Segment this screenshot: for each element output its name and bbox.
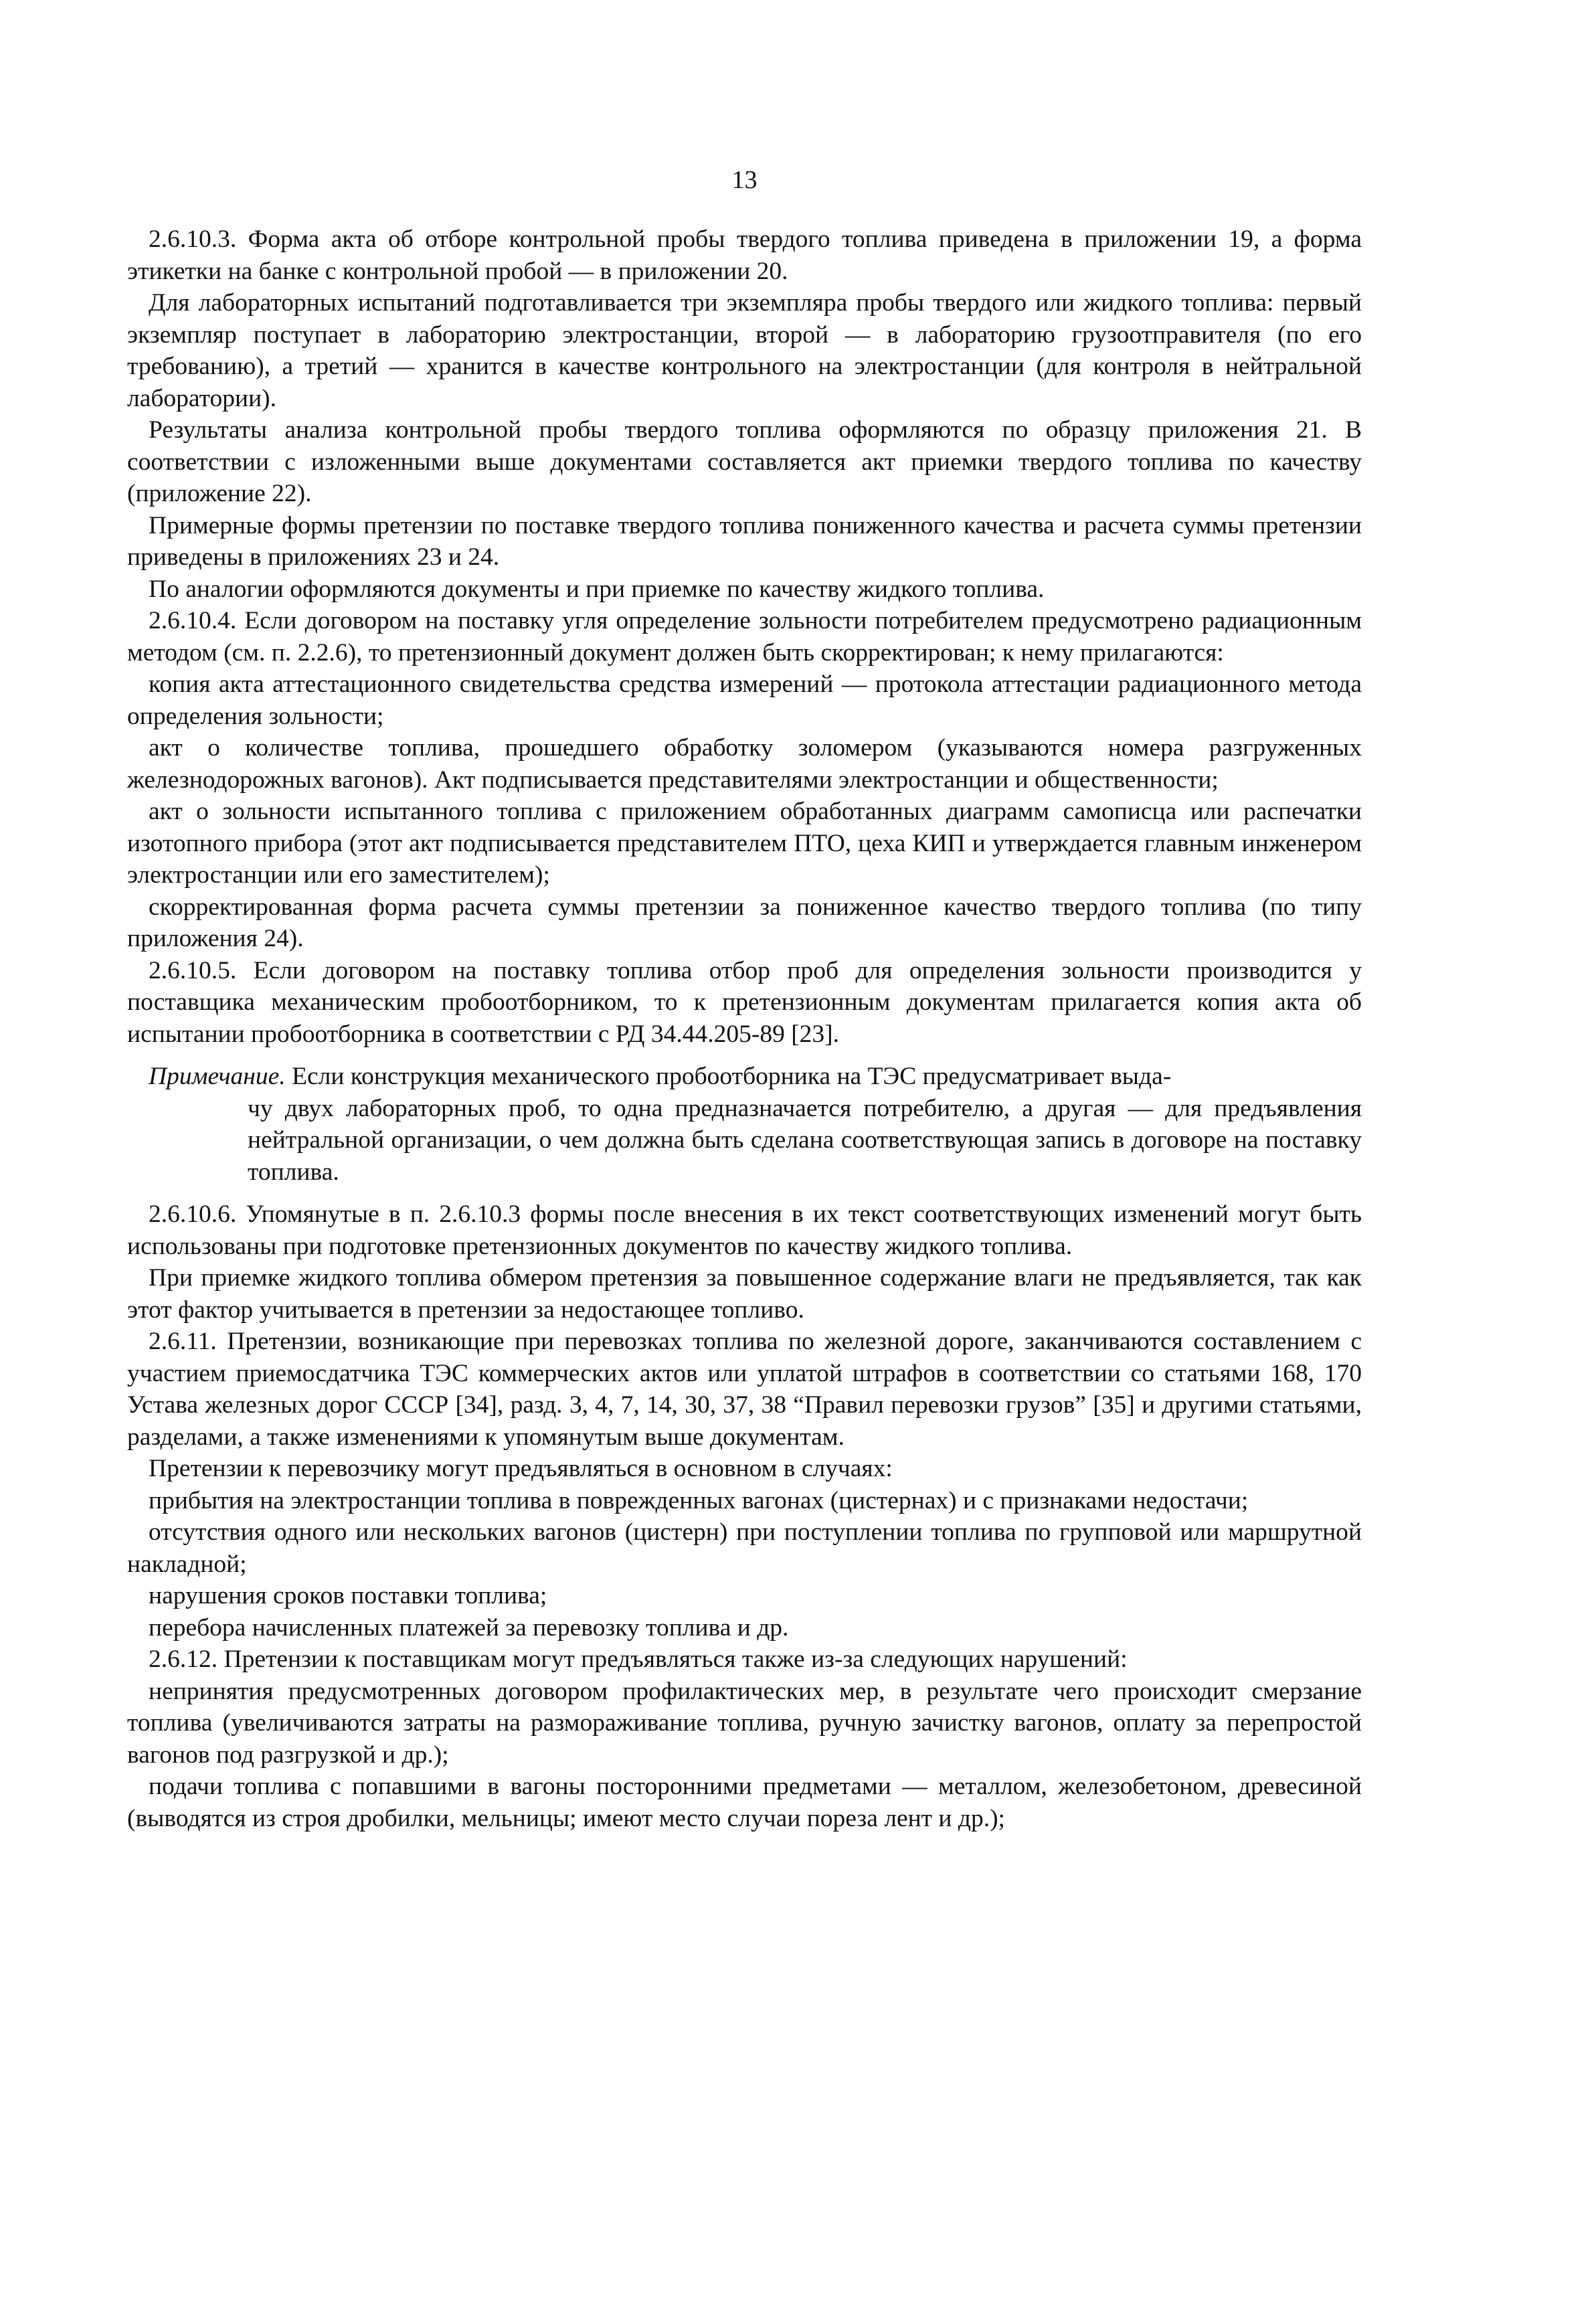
paragraph-2-6-10-3: 2.6.10.3. Форма акта об отборе контрольной пробы твердого топлива приведена в приложении 19, а форма этикетки на банке с контрольной пробой — в приложении 20. bbox=[127, 226, 1362, 285]
paragraph-liquid-fuel: По аналогии оформляются документы и при приемке по качеству жидкого топлива. bbox=[149, 575, 1045, 603]
paragraph-carrier-claims: Претензии к перевозчику могут предъявляться в основном в случаях: bbox=[149, 1455, 893, 1482]
list-item-overcharge: перебора начисленных платежей за перевозку топлива и др. bbox=[149, 1613, 789, 1642]
paragraph-moisture-claim: При приемке жидкого топлива обмером претензия за повышенное содержание влаги не предъявляется, так как этот фактор учитывается в претензии за недостающее топливо. bbox=[127, 1264, 1362, 1324]
note-first-line: Если конструкция механического пробоотборника на ТЭС предусматривает выда- bbox=[292, 1063, 1172, 1090]
paragraph-2-6-10-5: 2.6.10.5. Если договором на поставку топлива отбор проб для определения зольности производится у поставщика механическим пробоотборником, то к претензионным документам прилагается копия акта об испытании пробоотборника в соответствии с РД 34.44.205-89 [23]. bbox=[127, 956, 1362, 1048]
list-item-ash-act: акт о зольности испытанного топлива с приложением обработанных диаграмм самописца или распечатки изотопного прибора (этот акт подписывается представителем ПТО, цеха КИП и утверждается главным инженером электростанции или его заместителем); bbox=[127, 798, 1362, 889]
note-body: чу двух лабораторных проб, то одна предназначается потребителю, а другая — для предъявления нейтральной организации, о чем должна быть сделана соответствующая запись в договоре на поставку топлива. bbox=[248, 1094, 1362, 1186]
paragraph-2-6-10-6: 2.6.10.6. Упомянутые в п. 2.6.10.3 формы после внесения в их текст соответствующих изменений могут быть использованы при подготовке претензионных документов по качеству жидкого топлива. bbox=[127, 1201, 1362, 1260]
document-page bbox=[127, 167, 1362, 1834]
paragraph-claim-forms: Примерные формы претензии по поставке твердого топлива пониженного качества и расчета суммы претензии приведены в приложениях 23 и 24. bbox=[127, 511, 1362, 571]
paragraph-2-6-11: 2.6.11. Претензии, возникающие при перевозках топлива по железной дороге, заканчиваются составлением с участием приемосдатчика ТЭС коммерческих актов или уплатой штрафов в соответствии со статьями 168, 170 Устава железных дорог СССР [34], разд. 3, 4, 7, 14, 30, 37, 38 “Правил перевозки грузов” [35] и другими статьями, разделами, а также изменениями к упомянутым выше документам. bbox=[127, 1328, 1362, 1451]
note-label: Примечание. bbox=[149, 1063, 286, 1090]
page-number: 13 bbox=[731, 166, 758, 194]
list-item-delivery-terms: нарушения сроков поставки топлива; bbox=[149, 1582, 547, 1609]
paragraph-analysis-results: Результаты анализа контрольной пробы твердого топлива оформляются по образцу приложения 21. В соответствии с изложенными выше документами составляется акт приемки твердого топлива по качеству (приложение 22). bbox=[127, 416, 1362, 507]
list-item-corrected-form: скорректированная форма расчета суммы претензии за пониженное качество твердого топлива (по типу приложения 24). bbox=[127, 893, 1362, 952]
list-item-missing-wagons: отсутствия одного или нескольких вагонов (цистерн) при поступлении топлива по групповой или маршрутной накладной; bbox=[127, 1518, 1362, 1578]
paragraph-2-6-12: 2.6.12. Претензии к поставщикам могут предъявляться также из-за следующих нарушений: bbox=[149, 1646, 1128, 1673]
paragraph-lab-samples: Для лабораторных испытаний подготавливается три экземпляра пробы твердого или жидкого топлива: первый экземпляр поступает в лабораторию электростанции, второй — в лабораторию грузоотправителя (по его требованию), а третий — хранится в качестве контрольного на электростанции (для контроля в нейтральной лаборатории). bbox=[127, 289, 1362, 412]
note-block bbox=[127, 1061, 1362, 1188]
list-item-freezing: непринятия предусмотренных договором профилактических мер, в результате чего происходит смерзание топлива (увеличиваются затраты на размораживание топлива, ручную зачистку вагонов, оплату за перепростой вагонов под разгрузкой и др.); bbox=[127, 1677, 1362, 1769]
list-item-quantity-act: акт о количестве топлива, прошедшего обработку золомером (указываются номера разгруженных железнодорожных вагонов). Акт подписывается представителями электростанции и общественности; bbox=[127, 734, 1362, 794]
list-item-damaged-wagons: прибытия на электростанции топлива в поврежденных вагонах (цистернах) и с признаками недостачи; bbox=[149, 1486, 1249, 1514]
list-item-foreign-objects: подачи топлива с попавшими в вагоны посторонними предметами — металлом, железобетоном, древесиной (выводятся из строя дробилки, мельницы; имеют место случаи пореза лент и др.); bbox=[127, 1773, 1362, 1832]
paragraph-2-6-10-4: 2.6.10.4. Если договором на поставку угля определение зольности потребителем предусмотрено радиационным методом (см. п. 2.2.6), то претензионный документ должен быть скорректирован; к нему прилагаются: bbox=[127, 607, 1362, 667]
list-item-attestation-copy: копия акта аттестационного свидетельства средства измерений — протокола аттестации радиационного метода определения зольности; bbox=[127, 671, 1362, 730]
